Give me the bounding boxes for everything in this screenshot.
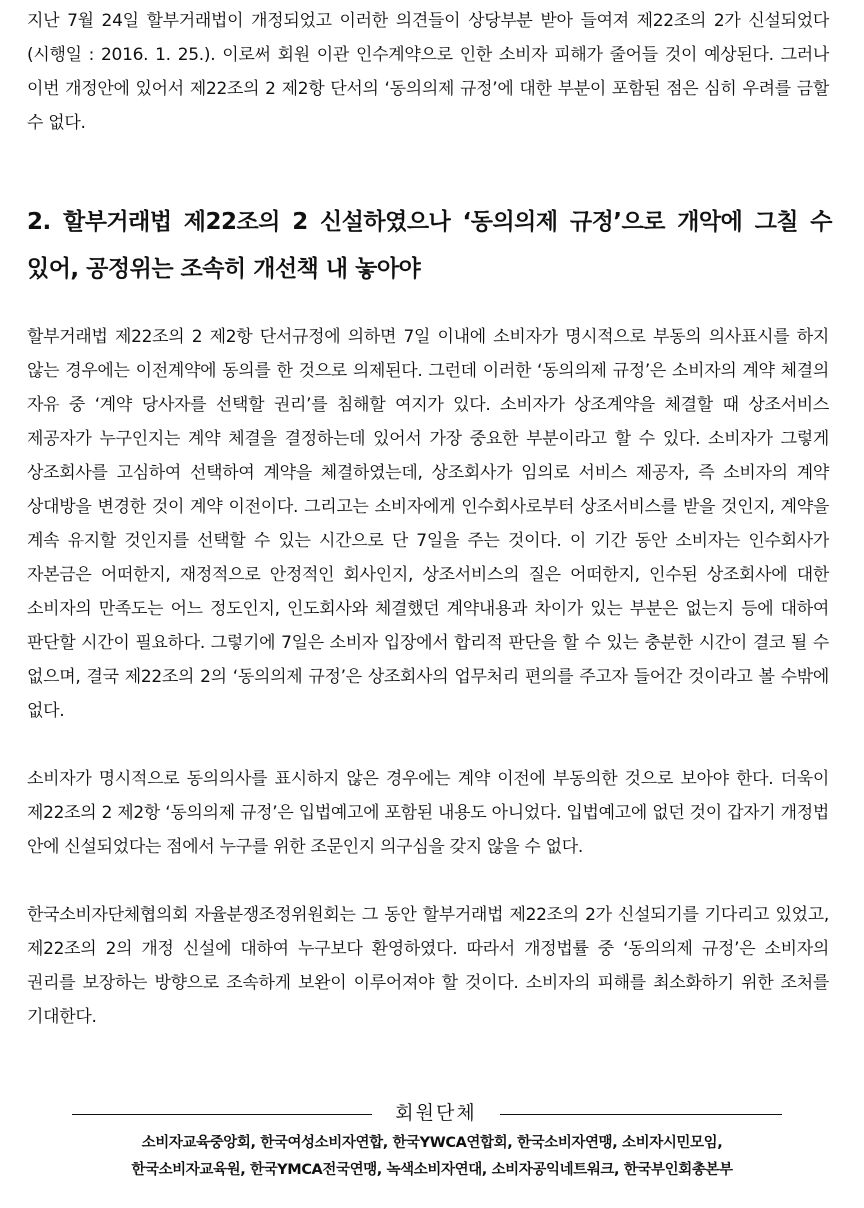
body-paragraph-2: 소비자가 명시적으로 동의의사를 표시하지 않은 경우에는 계약 이전에 부동의한 것으로 보아야 한다. 더욱이 제22조의 2 제2항 ‘동의의제 규정’은 입법예고에 포함된 내용도 아니었다. 입법예고에 없던 것이 갑자기 개정법 안에 신설되었다는 점에서 누구를 위한 조문인지 의구심을 갖지 않을 수 없다. [27,769,829,857]
member-organizations-footer [0,1096,864,1184]
intro-paragraph: 지난 7월 24일 할부거래법이 개정되었고 이러한 의견들이 상당부분 받아 들여져 제22조의 2가 신설되었다(시행일 : 2016. 1. 25.). 이로써 회원 이관 인수계약으로 인한 소비자 피해가 줄어들 것이 예상된다. 그러나 이번 개정안에 있어서 제22조의 2 제2항 단서의 ‘동의의제 규정’에 대한 부분이 포함된 점은 심히 우려를 금할 수 없다. [27,11,829,133]
section-heading: 2. 할부거래법 제22조의 2 신설하였으나 ‘동의의제 규정’으로 개악에 그칠 수 있어, 공정위는 조속히 개선책 내 놓아야 [27,209,832,282]
members-list-line-2: 한국소비자교육원, 한국YMCA전국연맹, 녹색소비자연대, 소비자공익네트워크, 한국부인회총본부 [131,1162,733,1178]
right-divider-line [500,1114,782,1115]
members-title-row [0,1096,864,1130]
members-title: 회원단체 [395,1102,477,1124]
body-paragraph-3: 한국소비자단체협의회 자율분쟁조정위원회는 그 동안 할부거래법 제22조의 2가 신설되기를 기다리고 있었고, 제22조의 2의 개정 신설에 대하여 누구보다 환영하였다. 따라서 개정법률 중 ‘동의의제 규정’은 소비자의 권리를 보장하는 방향으로 조속하게 보완이 이루어져야 할 것이다. 소비자의 피해를 최소화하기 위한 조처를 기대한다. [27,905,829,1027]
left-divider-line [72,1114,372,1115]
members-list-line-1: 소비자교육중앙회, 한국여성소비자연합, 한국YWCA연합회, 한국소비자연맹, 소비자시민모임, [141,1135,723,1151]
body-paragraph-1: 할부거래법 제22조의 2 제2항 단서규정에 의하면 7일 이내에 소비자가 명시적으로 부동의 의사표시를 하지 않는 경우에는 이전계약에 동의를 한 것으로 의제된다. 그런데 이러한 ‘동의의제 규정’은 소비자의 계약 체결의 자유 중 ‘계약 당사자를 선택할 권리’를 침해할 여지가 있다. 소비자가 상조계약을 체결할 때 상조서비스 제공자가 누구인지는 계약 체결을 결정하는데 있어서 가장 중요한 부분이라고 할 수 있다. 소비자가 그렇게 상조회사를 고심하여 선택하여 계약을 체결하였는데, 상조회사가 임의로 서비스 제공자, 즉 소비자의 계약 상대방을 변경한 것이 계약 이전이다. 그리고는 소비자에게 인수회사로부터 상조서비스를 받을 것인지, 계약을 계속 유지할 것인지를 선택할 수 있는 시간으로 단 7일을 주는 것이다. 이 기간 동안 소비자는 인수회사가 자본금은 어떠한지, 재정적으로 안정적인 회사인지, 상조서비스의 질은 어떠한지, 인수된 상조회사에 대한 소비자의 만족도는 어느 정도인지, 인도회사와 체결했던 계약내용과 차이가 있는 부분은 없는지 등에 대하여 판단할 시간이 필요하다. 그렇기에 7일은 소비자 입장에서 합리적 판단을 할 수 있는 충분한 시간이 결코 될 수 없으며, 결국 제22조의 2의 ‘동의의제 규정’은 상조회사의 업무처리 편의를 주고자 들어간 것이라고 볼 수밖에 없다. [27,327,829,721]
